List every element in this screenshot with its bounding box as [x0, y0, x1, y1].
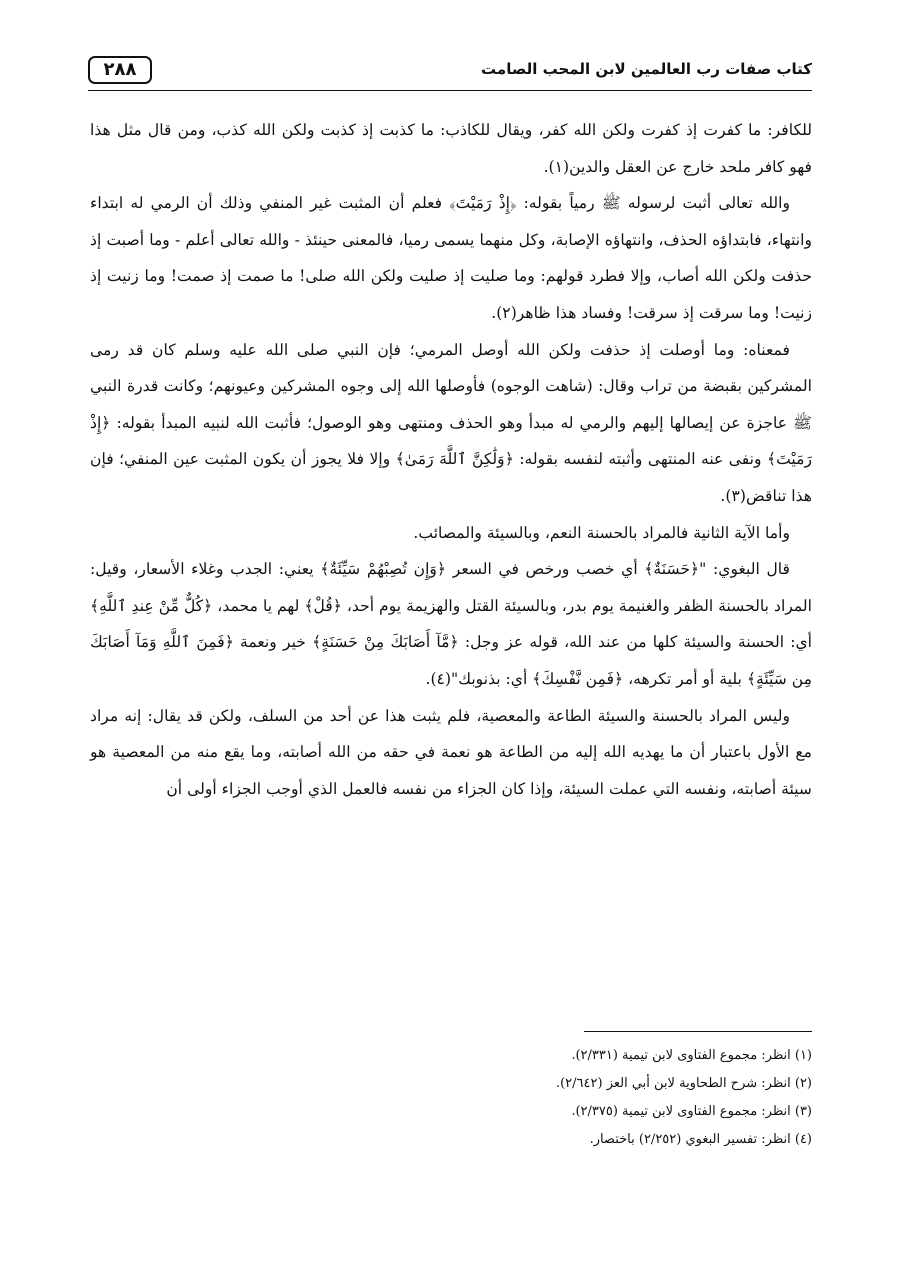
paragraph-4: وأما الآية الثانية فالمراد بالحسنة النعم، وبالسيئة والمصائب.	[413, 523, 790, 542]
footnotes	[312, 1042, 812, 1154]
book-title: كتاب صفات رب العالمين لابن المحب الصامت	[481, 60, 812, 78]
paragraph-1: للكافر: ما كفرت إذ كفرت ولكن الله كفر، ويقال للكاذب: ما كذبت إذ كذبت ولكن الله كذب، ومن قال مثل هذا فهو كافر ملحد خارج عن العقل والدين(١).	[90, 121, 812, 176]
paragraph-3: فمعناه: وما أوصلت إذ حذفت ولكن الله أوصل المرمي؛ فإن النبي صلى الله عليه وسلم كان قد رمى المشركين بقبضة من تراب وقال: (شاهت الوجوه) فأوصلها الله إلى وجوه المشركين وعيونهم؛ وكانت قدرة النبي ﷺ عاجزة عن إيصالها إليهم والرمي له مبدأ وهو الحذف ومنتهى وهو الوصول؛ فأثبت الله لنبيه المبدأ بقوله: ﴿إِذْ رَمَيْتَ﴾ ونفى عنه المنتهى وأثبته لنفسه بقوله: ﴿وَلَٰكِنَّ ٱللَّهَ رَمَىٰ﴾ وإلا فلا يجوز أن يكون المثبت عين المنفي؛ فإن هذا تناقض(٣).	[90, 340, 812, 505]
main-text	[90, 112, 812, 807]
footnote-2: (٢) انظر: شرح الطحاوية لابن أبي العز (٢/٦٤٢).	[555, 1076, 812, 1091]
paragraph-2: والله تعالى أثبت لرسوله ﷺ رمياً بقوله: ﴿إِذْ رَمَيْتَ﴾ فعلم أن المثبت غير المنفي وذلك أن الرمي له ابتداء وانتهاء، فابتداؤه الحذف، وانتهاؤه الإصابة، وكل منهما يسمى رميا، فالمعنى حينئذ - والله تعالى أعلم - وما أصبت إذ حذفت ولكن الله أصاب، وإلا فطرد قولهم: وما صليت إذ صليت ولكن الله صلى! ما صمت إذ صمت! وما زنيت إذ زنيت! وما سرقت إذ سرقت! وفساد هذا ظاهر(٢).	[90, 194, 812, 322]
header-rule	[88, 90, 812, 91]
footnote-4: (٤) انظر: تفسير البغوي (٢/٢٥٢) باختصار.	[589, 1132, 812, 1147]
footnote-1: (١) انظر: مجموع الفتاوى لابن تيمية (٢/٣٣١).	[571, 1048, 812, 1063]
paragraph-6: وليس المراد بالحسنة والسيئة الطاعة والمعصية، فلم يثبت هذا عن أحد من السلف، ولكن قد يقال: إنه مراد مع الأول باعتبار أن ما يهديه الله إليه من الطاعة هو نعمة في حقه من الله أصابته، وما يقع منه من المعصية هو سيئة أصابته، ونفسه التي عملت السيئة، وإذا كان الجزاء من نفسه فالعمل الذي أوجب الجزاء أولى أن	[90, 706, 812, 798]
footnote-3: (٣) انظر: مجموع الفتاوى لابن تيمية (٢/٣٧٥).	[571, 1104, 812, 1119]
running-header	[88, 52, 812, 92]
footnote-separator	[584, 1031, 812, 1032]
paragraph-5: قال البغوي: "﴿حَسَنَةٌ﴾ أي خصب ورخص في السعر ﴿وَإِن تُصِبْهُمْ سَيِّئَةٌ﴾ يعني: الجدب وغلاء الأسعار، وقيل: المراد بالحسنة الظفر والغنيمة يوم بدر، وبالسيئة القتل والهزيمة يوم أحد، ﴿قُلْ﴾ لهم يا محمد، ﴿كُلٌّ مِّنْ عِندِ ٱللَّهِ﴾ أي: الحسنة والسيئة كلها من عند الله، قوله عز وجل: ﴿مَّآ أَصَابَكَ مِنْ حَسَنَةٍ﴾ خير ونعمة ﴿فَمِنَ ٱللَّهِ وَمَآ أَصَابَكَ مِن سَيِّئَةٍ﴾ بلية أو أمر تكرهه، ﴿فَمِن نَّفْسِكَ﴾ أي: بذنوبك"(٤).	[90, 560, 812, 688]
page-number-box: ٢٨٨	[88, 56, 152, 84]
